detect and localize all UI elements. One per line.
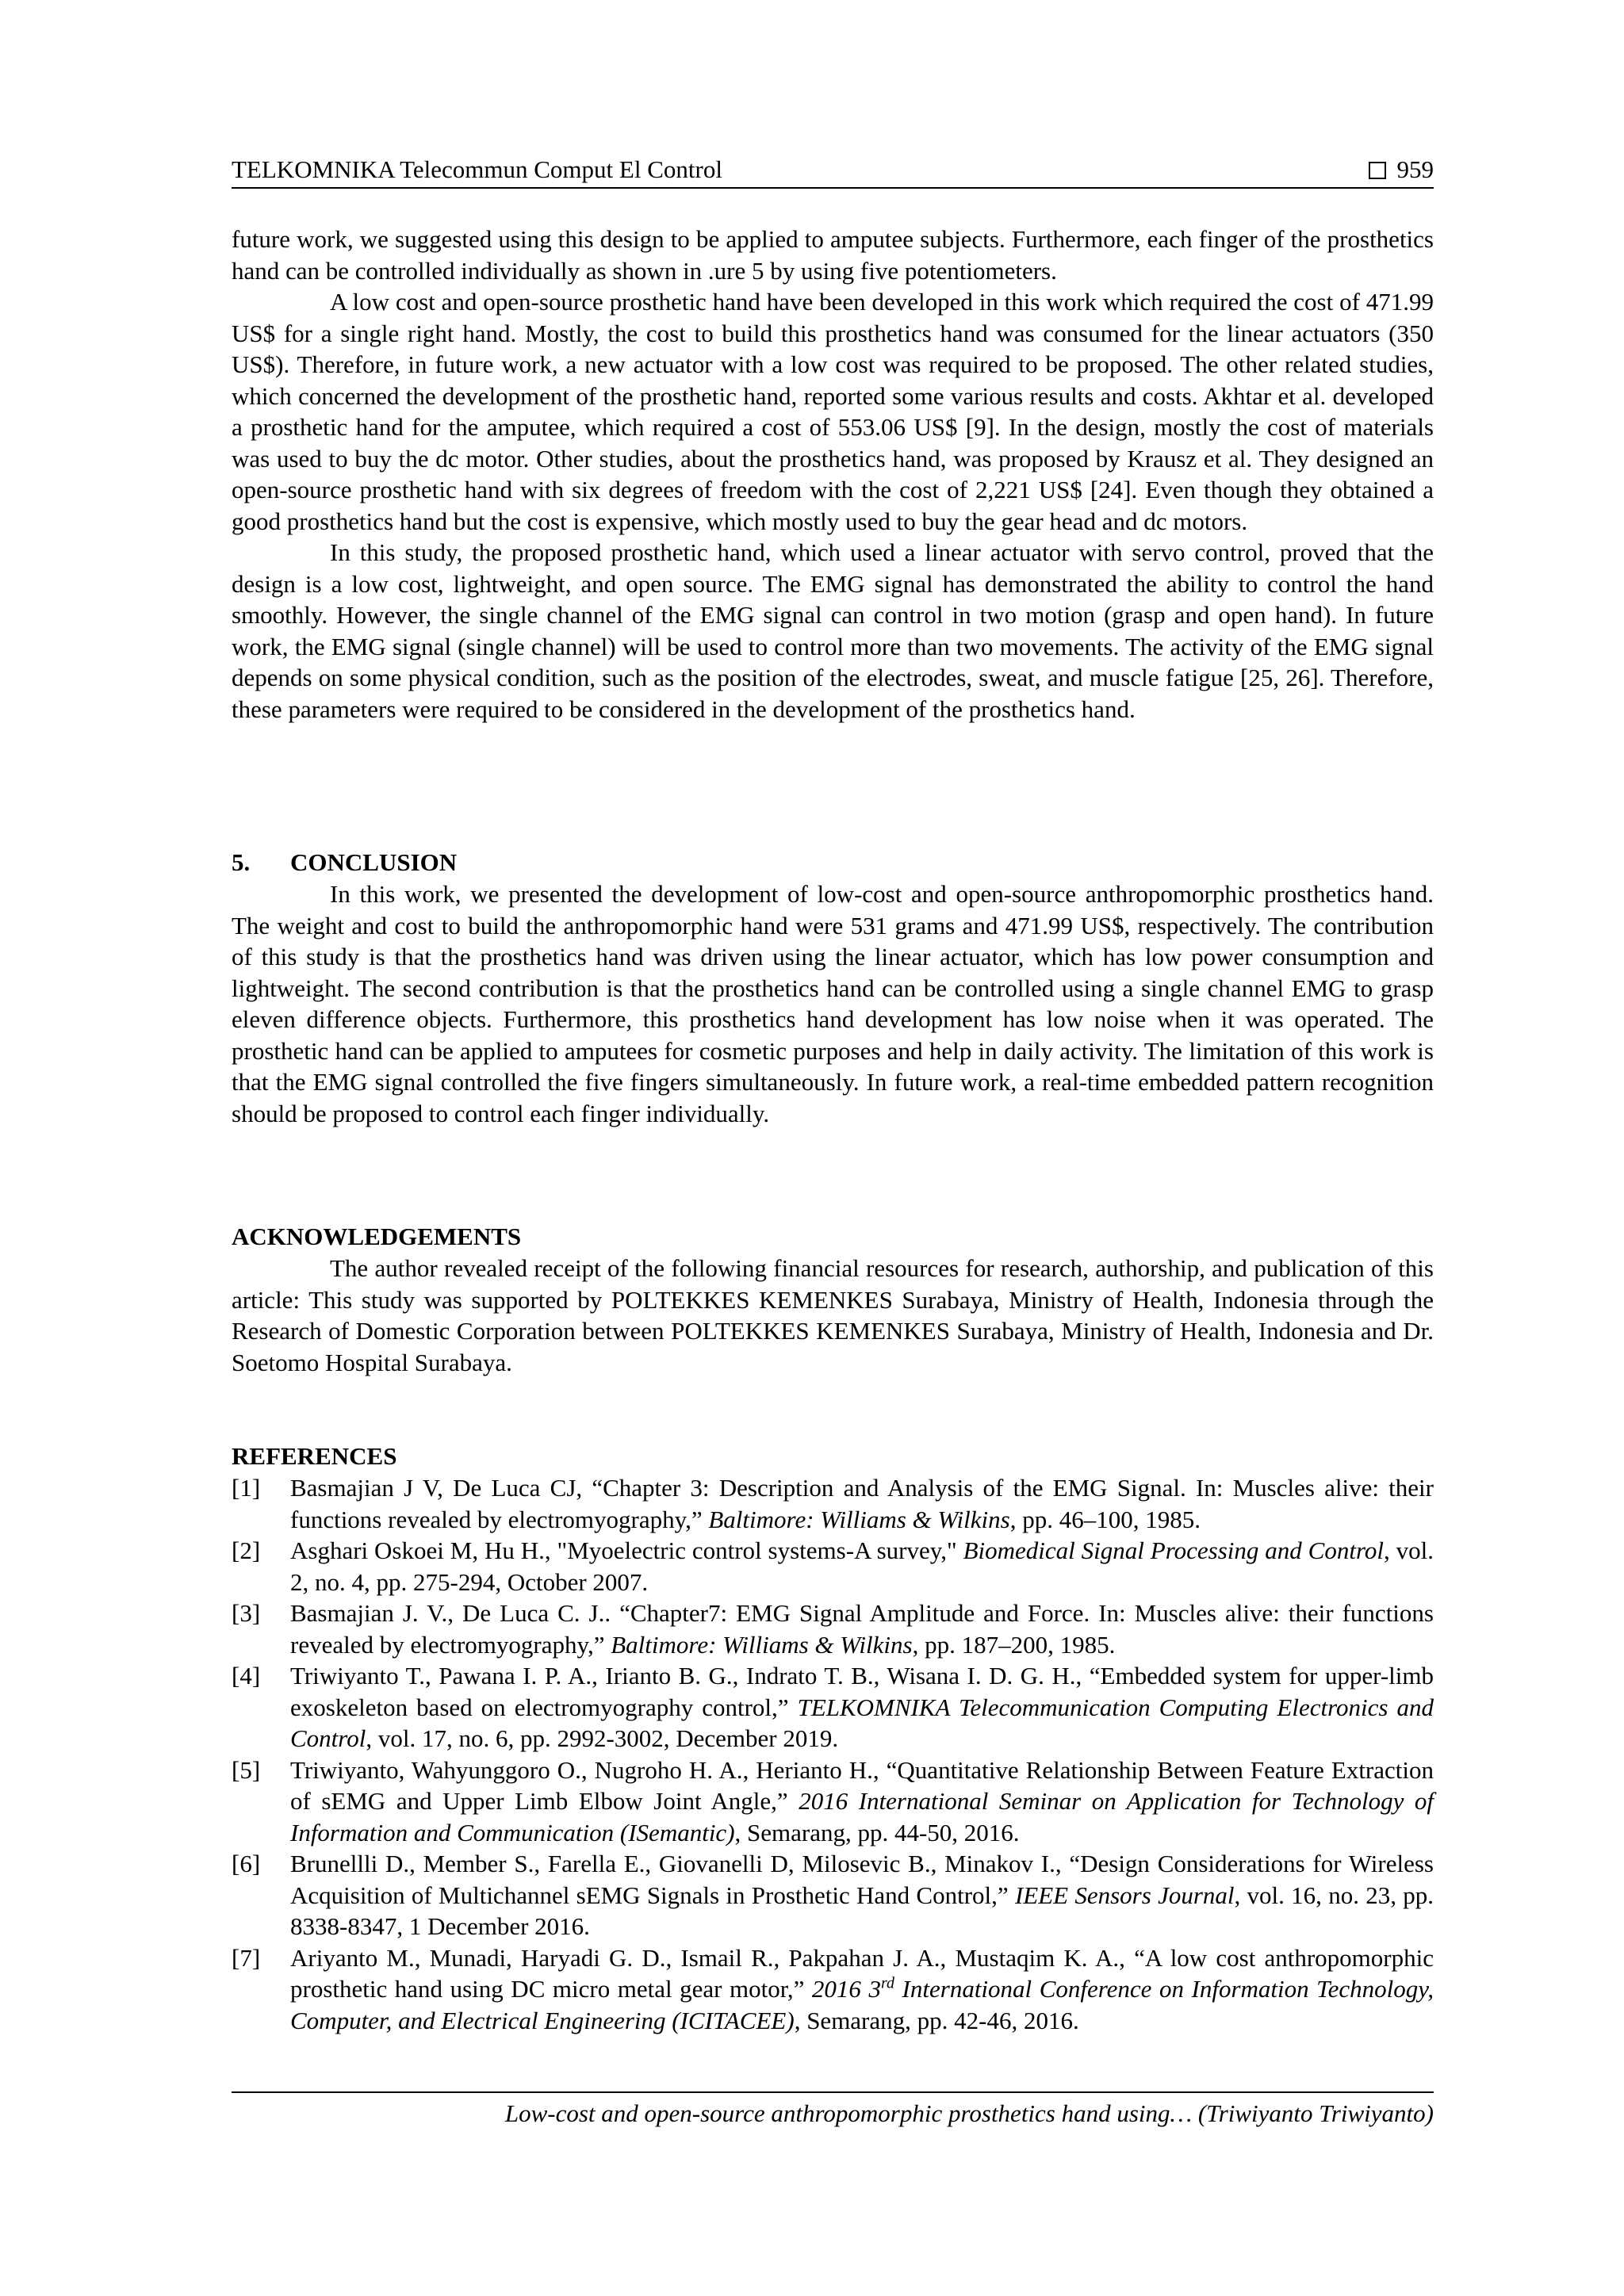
reference-item xyxy=(232,1942,1434,2037)
reference-number: [7] xyxy=(232,1943,261,1972)
reference-item xyxy=(232,1598,1434,1660)
footer-title: Low-cost and open-source anthropomorphic prosthetics hand using… (Triwiyanto Triwiyanto) xyxy=(504,2099,1434,2127)
section-title: CONCLUSION xyxy=(290,848,458,876)
reference-text: Triwiyanto T., Pawana I. P. A., Irianto B. G., Indrato T. B., Wisana I. D. G. H., “Embedded system for upper-limb exoskeleton based on electromyography control,” TELKOMNIKA Telecommunication Computing Electronics and Control, vol. 17, no. 6, pp. 2992-3002, December 2019. xyxy=(290,1662,1434,1752)
section-number: 5. xyxy=(232,848,251,876)
paper-page xyxy=(232,151,1434,2228)
reference-number: [5] xyxy=(232,1755,261,1784)
acknowledgements-section xyxy=(232,1221,1434,1378)
section-title: REFERENCES xyxy=(232,1442,397,1470)
reference-text: Ariyanto M., Munadi, Haryadi G. D., Ismail R., Pakpahan J. A., Mustaqim K. A., “A low cost anthropomorphic prosthetic hand using DC micro metal gear motor,” 2016 3rd International Conference on Information Technology, Computer, and Electrical Engineering (ICITACEE), Semarang, pp. 42-46, 2016. xyxy=(290,1943,1434,2034)
reference-text: Brunellli D., Member S., Farella E., Giovanelli D, Milosevic B., Minakov I., “Design Considerations for Wireless Acquisition of Multichannel sEMG Signals in Prosthetic Hand Control,” IEEE Sensors Journal, vol. 16, no. 23, pp. 8338-8347, 1 December 2016. xyxy=(290,1850,1434,1940)
paragraph: The author revealed receipt of the following financial resources for research, authorship, and publication of this article: This study was supported by POLTEKKES KEMENKES Surabaya, Ministry of Health, Indonesia through the Research of Domestic Corporation between POLTEKKES KEMENKES Surabaya, Ministry of Health, Indonesia and Dr. Soetomo Hospital Surabaya. xyxy=(232,1254,1434,1376)
reference-text: Basmajian J V, De Luca CJ, “Chapter 3: Description and Analysis of the EMG Signal. In: Muscles alive: their functions revealed by electromyography,” Baltimore: Williams & Wilkins, pp. 46–100, 1985. xyxy=(290,1474,1434,1533)
reference-number: [6] xyxy=(232,1850,261,1877)
references-section xyxy=(232,1441,1434,2036)
conclusion-section xyxy=(232,847,1434,1129)
section-heading xyxy=(232,1221,1434,1253)
reference-item xyxy=(232,1848,1434,1942)
journal-title: TELKOMNIKA Telecommun Comput El Control xyxy=(232,155,722,183)
paragraph: In this work, we presented the development of low-cost and open-source anthropomorphic prosthetics hand. The weight and cost to build the anthropomorphic hand were 531 grams and 471.99 US$, respectively. The contribution of this study is that the prosthetics hand was driven using the linear actuator, which has low power consumption and lightweight. The second contribution is that the prosthetics hand can be controlled using a single channel EMG to grasp eleven difference objects. Furthermore, this prosthetics hand development has low noise when it was operated. The prosthetic hand can be applied to amputees for cosmetic purposes and help in daily activity. The limitation of this work is that the EMG signal controlled the five fingers simultaneously. In future work, a real-time embedded pattern recognition should be proposed to control each finger individually. xyxy=(232,880,1434,1127)
running-header xyxy=(232,151,1434,189)
reference-item xyxy=(232,1660,1434,1755)
reference-text: Asghari Oskoei M, Hu H., "Myoelectric control systems-A survey," Biomedical Signal Processing and Control, vol. 2, no. 4, pp. 275-294, October 2007. xyxy=(290,1536,1434,1596)
reference-number: [3] xyxy=(232,1599,261,1627)
discussion-continued xyxy=(232,224,1434,725)
reference-number: [1] xyxy=(232,1474,261,1502)
paragraph: In this study, the proposed prosthetic hand, which used a linear actuator with servo control, proved that the design is a low cost, lightweight, and open source. The EMG signal has demonstrated the ability to control the hand smoothly. However, the single channel of the EMG signal can control in two motion (grasp and open hand). In future work, the EMG signal (single channel) will be used to control more than two movements. The activity of the EMG signal depends on some physical condition, such as the position of the electrodes, sweat, and muscle fatigue [25, 26]. Therefore, these parameters were required to be considered in the development of the prosthetics hand. xyxy=(232,538,1434,723)
reference-text: Basmajian J. V., De Luca C. J.. “Chapter7: EMG Signal Amplitude and Force. In: Muscles alive: their functions revealed by electromyography,” Baltimore: Williams & Wilkins, pp. 187–200, 1985. xyxy=(290,1599,1434,1659)
square-outline-icon xyxy=(1369,162,1386,179)
running-footer xyxy=(232,2091,1434,2130)
reference-item xyxy=(232,1755,1434,1849)
paragraph: future work, we suggested using this design to be applied to amputee subjects. Furthermore, each finger of the prosthetics hand can be controlled individually as shown in .ure 5 by using five potentiometers. xyxy=(232,225,1434,285)
reference-number: [2] xyxy=(232,1536,261,1564)
reference-list xyxy=(232,1472,1434,2036)
section-title: ACKNOWLEDGEMENTS xyxy=(232,1223,522,1250)
section-heading xyxy=(232,1441,1434,1472)
reference-item xyxy=(232,1472,1434,1535)
section-heading xyxy=(232,847,1434,878)
reference-text: Triwiyanto, Wahyunggoro O., Nugroho H. A., Herianto H., “Quantitative Relationship Between Feature Extraction of sEMG and Upper Limb Elbow Joint Angle,” 2016 International Seminar on Application for Technology of Information and Communication (ISemantic), Semarang, pp. 44-50, 2016. xyxy=(290,1755,1434,1846)
reference-item xyxy=(232,1535,1434,1598)
page-number-group xyxy=(1369,152,1434,187)
paragraph: A low cost and open-source prosthetic hand have been developed in this work which required the cost of 471.99 US$ for a single right hand. Mostly, the cost to build this prosthetics hand was consumed for the linear actuators (350 US$). Therefore, in future work, a new actuator with a low cost was required to be proposed. The other related studies, which concerned the development of the prosthetic hand, reported some various results and costs. Akhtar et al. developed a prosthetic hand for the amputee, which required a cost of 553.06 US$ [9]. In the design, mostly the cost of materials was used to buy the dc motor. Other studies, about the prosthetics hand, was proposed by Krausz et al. They designed an open-source prosthetic hand with six degrees of freedom with the cost of 2,221 US$ [24]. Even though they obtained a good prosthetics hand but the cost is expensive, which mostly used to buy the gear head and dc motors. xyxy=(232,288,1434,535)
reference-number: [4] xyxy=(232,1662,261,1689)
page-number: 959 xyxy=(1396,155,1434,183)
